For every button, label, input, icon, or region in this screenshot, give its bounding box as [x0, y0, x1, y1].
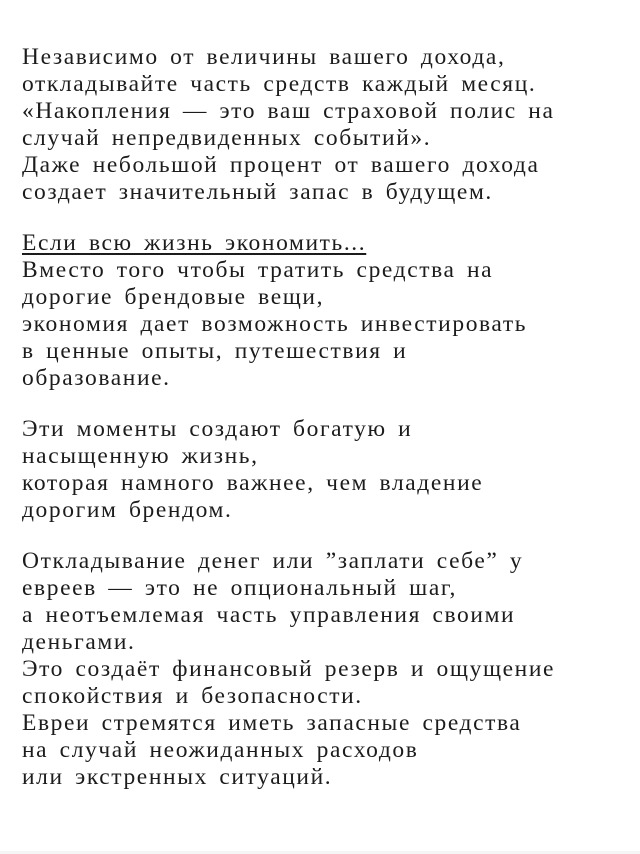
section-heading: Если всю жизнь экономить... [22, 230, 367, 256]
text-line: дорогие брендовые вещи, [22, 284, 325, 310]
text-line: спокойствия и безопасности. [22, 683, 363, 709]
text-line: которая намного важнее, чем владение [22, 470, 484, 496]
text-line: деньгами. [22, 629, 136, 655]
text-line: Независимо от величины вашего дохода, [22, 44, 506, 70]
text-line: откладывайте часть средств каждый месяц. [22, 71, 537, 97]
text-line: евреев — это не опциональный шаг, [22, 575, 457, 601]
text-line: насыщенную жизнь, [22, 443, 259, 469]
text-line: или экстренных ситуаций. [22, 764, 333, 790]
text-line: образование. [22, 365, 171, 391]
text-line: Откладывание денег или ”заплати себе” у [22, 548, 524, 574]
text-line: Эти моменты создают богатую и [22, 416, 413, 442]
text-line: «Накопления — это ваш страховой полис на [22, 98, 555, 124]
paragraph-rich-life [22, 416, 630, 524]
paragraph-savings-advice [22, 44, 630, 206]
text-line: создает значительный запас в будущем. [22, 179, 493, 205]
text-line: Евреи стремятся иметь запасные средства [22, 710, 522, 736]
text-line: случай непредвиденных событий». [22, 125, 432, 151]
text-line: в ценные опыты, путешествия и [22, 338, 408, 364]
paragraph-pay-yourself [22, 548, 630, 791]
text-line: Даже небольшой процент от вашего дохода [22, 152, 540, 178]
text-line: Это создаёт финансовый резерв и ощущение [22, 656, 556, 682]
text-line: а неотъемлемая часть управления своими [22, 602, 516, 628]
text-line: на случай неожиданных расходов [22, 737, 419, 763]
text-line: Вместо того чтобы тратить средства на [22, 257, 494, 283]
text-line: дорогим брендом. [22, 497, 233, 523]
text-line: экономия дает возможность инвестировать [22, 311, 528, 337]
paragraph-economizing [22, 230, 630, 392]
